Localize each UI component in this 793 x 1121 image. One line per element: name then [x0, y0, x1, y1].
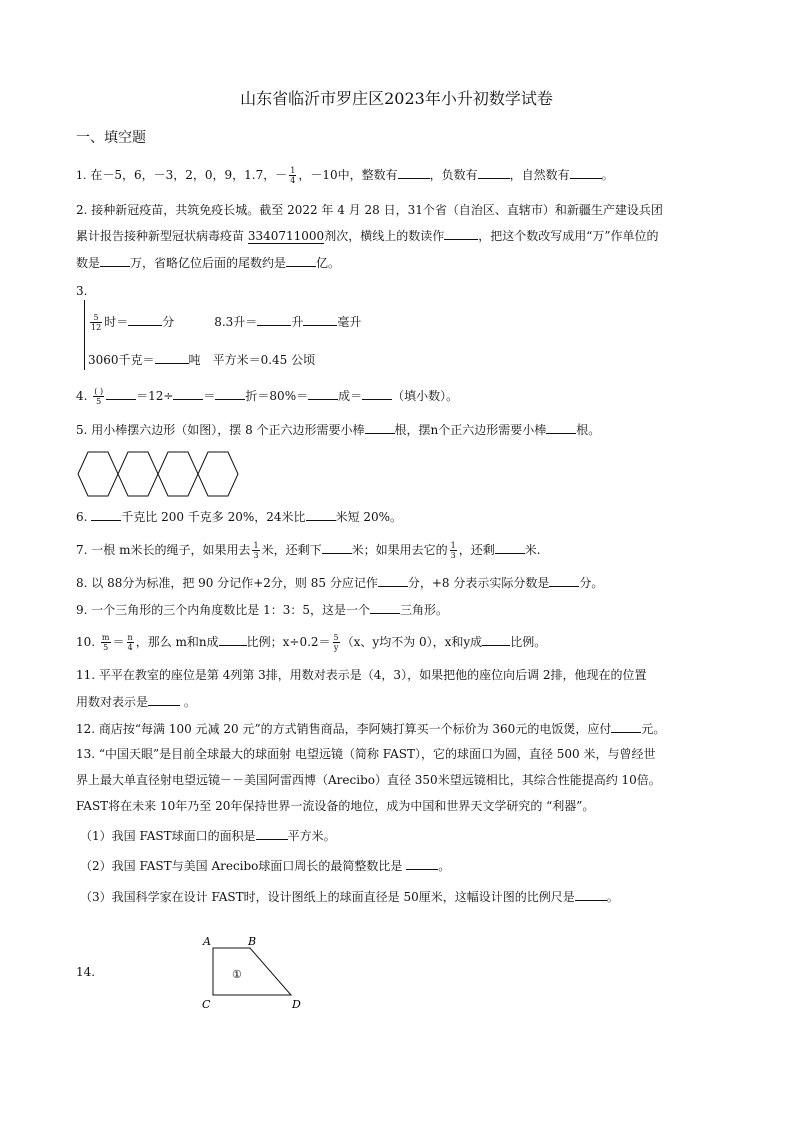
- q10-text: ，那么 m和n成: [135, 635, 219, 649]
- q6-text: 米短 20%。: [335, 510, 403, 524]
- q3-text: 8.3升＝: [214, 315, 258, 329]
- answer-blank[interactable]: [215, 387, 245, 400]
- answer-blank[interactable]: [256, 827, 288, 840]
- vertex-label-c: C: [202, 998, 211, 1011]
- q7-text: 米；如果用去它的: [351, 543, 448, 557]
- question-3-row-1: [88, 312, 361, 332]
- question-number: 10.: [76, 635, 96, 649]
- question-5: [76, 420, 600, 440]
- q10-text: 比例。: [510, 635, 547, 649]
- answer-blank[interactable]: [370, 601, 400, 614]
- answer-blank[interactable]: [444, 227, 478, 240]
- answer-blank[interactable]: [611, 720, 641, 733]
- answer-blank[interactable]: [308, 387, 338, 400]
- question-12: [76, 719, 665, 739]
- fraction: $\frac{1}{4}$: [290, 166, 296, 185]
- q9-text: 三角形。: [399, 603, 448, 617]
- section-heading: 一、填空题: [76, 130, 146, 146]
- q6-text: 6.: [76, 510, 92, 524]
- q12-text: 12. 商店按“每满 100 元减 20 元”的方式销售商品，李阿姨打算买一个标价为 360元的电饭煲，应付: [76, 722, 612, 736]
- q7-text: ，还剩: [458, 543, 495, 557]
- answer-blank[interactable]: [286, 254, 316, 267]
- answer-blank[interactable]: [398, 166, 430, 179]
- answer-blank[interactable]: [128, 313, 162, 326]
- question-9: [76, 600, 448, 620]
- trapezoid: [213, 948, 291, 995]
- question-number: 1.: [76, 169, 87, 182]
- q13-text: 平方米。: [287, 829, 336, 843]
- answer-blank[interactable]: [173, 387, 203, 400]
- question-4: [76, 386, 458, 406]
- q3-text: 平方米＝0.45 公顷: [212, 353, 316, 367]
- question-6: [76, 507, 402, 527]
- q4-text: 折＝80%＝: [245, 389, 309, 403]
- q10-text: （x、y均不为 0），x和y成: [341, 635, 483, 649]
- q13-text: 。: [438, 859, 451, 873]
- question-number: 4.: [76, 389, 88, 403]
- question-13-part-1: [80, 826, 336, 846]
- q13-text: （2）我国 FAST与美国 Arecibo球面口周长的最简整数比是: [80, 859, 407, 873]
- fraction: $\frac{( )}{5}$: [94, 387, 104, 406]
- answer-blank[interactable]: [155, 351, 189, 364]
- q13-text: 。: [606, 890, 619, 904]
- fraction: $\frac{5}{y}$: [333, 633, 339, 652]
- q6-text: 千克比 200 千克多 20%，24米比: [121, 510, 306, 524]
- answer-blank[interactable]: [91, 508, 121, 521]
- left-bracket: [84, 300, 85, 370]
- vertex-label-d: D: [292, 998, 301, 1011]
- question-11-line-1: 11. 平平在教室的座位是第 4列第 3排，用数对表示是（4，3），如果把他的座位向后调 2排，他现在的位置: [76, 668, 647, 682]
- fraction: $\frac{1}{3}$: [450, 541, 456, 560]
- q13-text: （1）我国 FAST球面口的面积是: [80, 829, 256, 843]
- q8-text: 分。: [579, 576, 604, 590]
- trapezoid-figure: [196, 928, 316, 1014]
- fraction: $\frac{1}{3}$: [253, 541, 259, 560]
- q13-text: （3）我国科学家在设计 FAST时，设计图纸上的球面直径是 50厘米，这幅设计图的比例尺是: [80, 890, 575, 904]
- answer-blank[interactable]: [406, 857, 438, 870]
- answer-blank[interactable]: [495, 541, 525, 554]
- question-7: [76, 540, 541, 560]
- answer-blank[interactable]: [322, 541, 352, 554]
- answer-blank[interactable]: [546, 421, 576, 434]
- q1-text-c: ，负数有: [429, 168, 478, 182]
- question-11-line-2: [76, 692, 196, 712]
- q8-text: 分，+8 分表示实际分数是: [407, 576, 550, 590]
- q3-text: 毫升: [337, 315, 362, 329]
- hexagon: [158, 452, 198, 496]
- question-13-line-3: FAST将在未来 10年乃至 20年保持世界一流设备的地位，成为中国和世界天文学研究的 “利器”。: [76, 799, 595, 813]
- q7-text: 7. 一根 m米长的绳子，如果用去: [76, 543, 251, 557]
- q9-text: 9. 一个三角形的三个内角度数比是 1：3：5，这是一个: [76, 603, 370, 617]
- q3-text: 时＝: [104, 315, 129, 329]
- answer-blank[interactable]: [365, 421, 395, 434]
- q1-text-d: ，自然数有: [509, 168, 570, 182]
- q2-text: 数是: [76, 256, 101, 270]
- q7-text: 米.: [524, 543, 541, 557]
- underlined-number: 3340711000: [247, 229, 325, 243]
- fraction: $\frac{5}{12}$: [91, 313, 102, 332]
- q10-text: 比例；x÷0.2＝: [246, 635, 331, 649]
- q3-text: 吨: [188, 353, 201, 367]
- q1-text-a: 在－5，6，－3，2，0，9，1.7，－: [90, 168, 288, 182]
- question-2-line-1: 2. 接种新冠疫苗，共筑免疫长城。截至 2022 年 4 月 28 日，31个省（自治区、直辖市）和新疆生产建设兵团: [76, 203, 663, 217]
- answer-blank[interactable]: [106, 387, 136, 400]
- question-13-part-3: [80, 887, 619, 907]
- question-13-line-2: 界上最大单直径射电望远镜－－美国阿雷西博（Arecibo）直径 350米望远镜相比，其综合性能提高约 10倍。: [76, 773, 661, 787]
- fraction: $\frac{m}{5}$: [101, 633, 110, 652]
- question-number: 3.: [76, 284, 88, 298]
- hexagon: [78, 452, 118, 496]
- answer-blank[interactable]: [575, 888, 607, 901]
- q1-text-e: 。: [601, 168, 614, 182]
- q2-text: 累计报告接种新型冠状病毒疫苗: [76, 229, 248, 243]
- hexagon: [198, 452, 238, 496]
- q2-text: 剂次，横线上的数读作: [324, 229, 445, 243]
- q5-text: 5. 用小棒摆六边形（如图），摆 8 个正六边形需要小棒: [76, 423, 365, 437]
- q5-text: 根，摆n个正六边形需要小棒: [394, 423, 547, 437]
- question-8: [76, 573, 603, 593]
- vertex-label-a: A: [203, 935, 211, 948]
- answer-blank[interactable]: [219, 633, 247, 646]
- hexagon-figure: [76, 450, 246, 498]
- q3-text: 升: [291, 315, 304, 329]
- question-13-part-2: [80, 856, 450, 876]
- q8-text: 8. 以 88分为标准，把 90 分记作+2分，则 85 分应记作: [76, 576, 378, 590]
- q3-text: 3060千克＝: [88, 353, 155, 367]
- answer-blank[interactable]: [257, 313, 291, 326]
- q11-text: 。: [180, 695, 196, 709]
- q1-text-b: ，－10中，整数有: [298, 168, 398, 182]
- page-title: 山东省临沂市罗庄区2023年小升初数学试卷: [240, 89, 553, 108]
- answer-blank[interactable]: [100, 254, 130, 267]
- region-label: ①: [232, 968, 242, 981]
- q4-text: 成＝: [338, 389, 363, 403]
- vertex-label-b: B: [248, 935, 257, 948]
- question-3-row-2: [88, 350, 315, 370]
- answer-blank[interactable]: [378, 574, 408, 587]
- answer-blank[interactable]: [362, 387, 392, 400]
- q4-text: ＝12÷: [136, 389, 174, 403]
- question-1: [76, 165, 614, 186]
- answer-blank[interactable]: [482, 633, 510, 646]
- q4-text: ＝: [203, 389, 216, 403]
- q11-text: 用数对表示是: [76, 695, 149, 709]
- fraction: $\frac{n}{4}$: [127, 633, 133, 652]
- question-13-line-1: 13. “中国天眼”是目前全球最大的球面射 电望远镜（简称 FAST），它的球面口为圆，直径 500 米，与曾经世: [76, 747, 656, 761]
- question-2-line-3: [76, 253, 340, 273]
- answer-blank[interactable]: [306, 508, 336, 521]
- answer-blank[interactable]: [570, 166, 602, 179]
- q4-text: （填小数）。: [392, 389, 459, 403]
- q7-text: 米，还剩下: [261, 543, 322, 557]
- q2-text: 亿。: [316, 256, 341, 270]
- question-10: 10. $\frac{m}{5}$ ＝ $\frac{n}{4}$ ，那么 m和n成 比例；x÷0.2＝ $\frac{5}{y}$ （x、y均不为 0），x和y成 比例。: [76, 633, 547, 652]
- question-2-line-2: [76, 226, 658, 246]
- answer-blank[interactable]: [478, 166, 510, 179]
- answer-blank[interactable]: [148, 693, 180, 706]
- q12-text: 元。: [641, 722, 666, 736]
- q2-text: 万，省略亿位后面的尾数约是: [130, 256, 287, 270]
- q2-text: ，把这个数改写成用“万”作单位的: [478, 229, 659, 243]
- question-number: 14.: [76, 965, 96, 979]
- q3-text: 分: [162, 315, 175, 329]
- answer-blank[interactable]: [549, 574, 579, 587]
- hexagon: [118, 452, 158, 496]
- answer-blank[interactable]: [303, 313, 337, 326]
- q5-text: 根。: [576, 423, 601, 437]
